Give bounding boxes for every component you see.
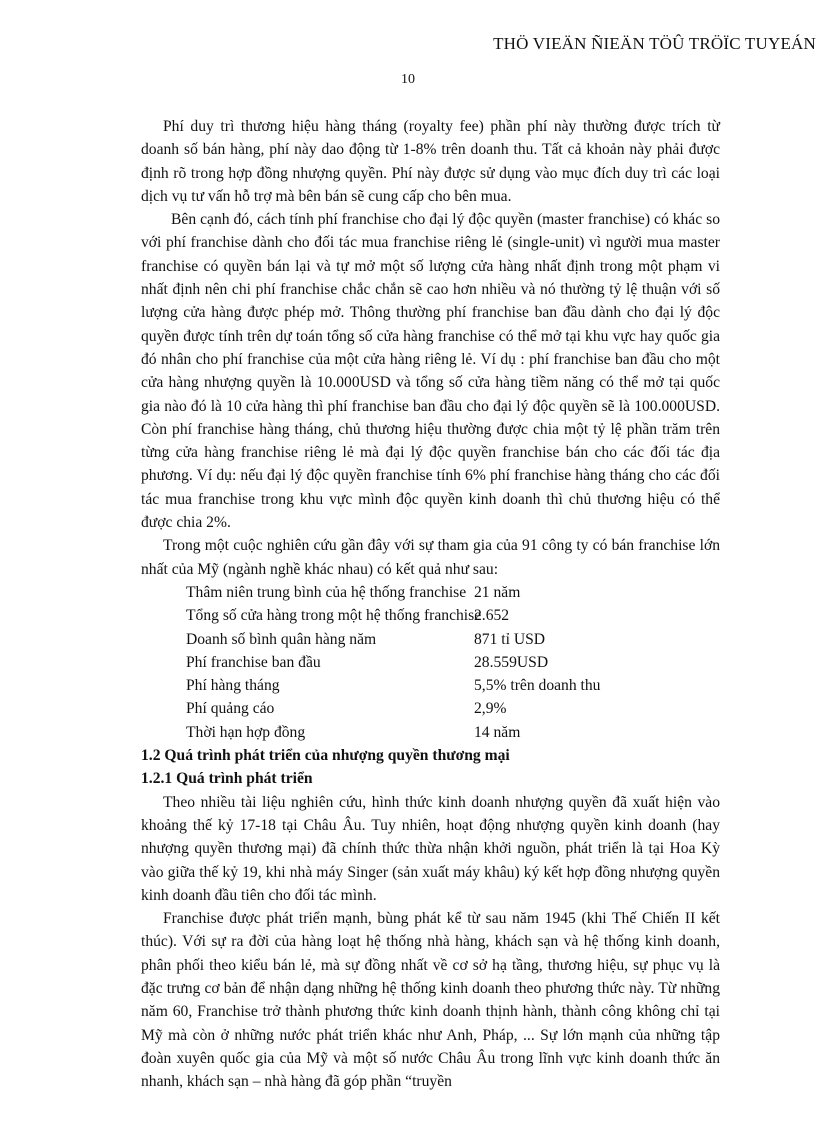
stats-row: [141, 697, 720, 720]
stats-row: [141, 674, 720, 697]
page-header: THÖ VIEÄN ÑIEÄN TÖÛ TRÖÏC TUYEÁN: [493, 34, 816, 53]
stats-row: [141, 651, 720, 674]
stats-value: 871 tỉ USD: [474, 630, 546, 648]
paragraph-history: Theo nhiều tài liệu nghiên cứu, hình thức kinh doanh nhượng quyền đã xuất hiện vào khoảng thế kỷ 17-18 tại Châu Âu. Tuy nhiên, hoạt động nhượng quyền kinh doanh (hay nhượng quyền thương mại) đã chính thức thừa nhận khởi nguồn, phát triển là tại Hoa Kỳ vào giữa thế kỷ 19, khi nhà máy Singer (sản xuất máy khâu) ký kết hợp đồng nhượng quyền kinh doanh đầu tiên cho đối tác mình.: [141, 793, 720, 904]
subsection-heading: 1.2.1 Quá trình phát triển: [141, 770, 313, 788]
stats-label: Tổng số cửa hàng trong một hệ thống franchise: [186, 607, 482, 625]
stats-label: Phí hàng tháng: [186, 677, 280, 695]
stats-value: 21 năm: [474, 583, 521, 601]
stats-value: 28.559USD: [474, 653, 549, 671]
survey-stats-list: [141, 581, 720, 744]
stats-label: Phí franchise ban đầu: [186, 653, 321, 671]
stats-row: [141, 628, 720, 651]
stats-value: 5,5% trên doanh thu: [474, 677, 601, 695]
stats-label: Thời hạn hợp đồng: [186, 723, 306, 741]
stats-row: [141, 721, 720, 744]
stats-row: [141, 604, 720, 627]
page-body: [141, 115, 720, 1093]
stats-label: Doanh số bình quân hàng năm: [186, 630, 377, 648]
paragraph-survey-intro: Trong một cuộc nghiên cứu gần đây với sự tham gia của 91 công ty có bán franchise lớn nhất của Mỹ (ngành nghề khác nhau) có kết quả như sau:: [141, 537, 720, 578]
page-number: 10: [401, 72, 415, 87]
stats-row: [141, 581, 720, 604]
stats-label: Phí quảng cáo: [186, 700, 275, 718]
paragraph-development: Franchise được phát triển mạnh, bùng phát kể từ sau năm 1945 (khi Thế Chiến II kết thúc). Với sự ra đời của hàng loạt hệ thống nhà hàng, khách sạn và hệ thống kinh doanh, phân phối theo kiểu bán lẻ, mà sự đồng nhất về cơ sở hạ tầng, thương hiệu, sự phục vụ là đặc trưng cơ bản để nhận dạng những hệ thống kinh doanh theo phương thức này. Từ những năm 60, Franchise trở thành phương thức kinh doanh thịnh hành, thành công không chỉ tại Mỹ mà còn ở những nước phát triển khác như Anh, Pháp, ... Sự lớn mạnh của những tập đoàn xuyên quốc gia của Mỹ và một số nước Châu Âu trong lĩnh vực kinh doanh thức ăn nhanh, khách sạn – nhà hàng đã góp phần “truyền: [141, 910, 720, 1091]
stats-value: 2,9%: [474, 700, 507, 718]
paragraph-master-franchise: Bên cạnh đó, cách tính phí franchise cho đại lý độc quyền (master franchise) có khác so với phí franchise dành cho đối tác mua franchise riêng lẻ (single-unit) vì người mua master franchise có quyền bán lại và tự mở một số lượng cửa hàng nhất định trong một phạm vi nhất định nên chi phí franchise chắc chắn sẽ cao hơn nhiều và nó thường tỷ lệ thuận với số lượng cửa hàng được phép mở. Thông thường phí franchise ban đầu dành cho đại lý độc quyền được tính trên dự toán tổng số cửa hàng franchise có thể mở tại khu vực hay quốc gia đó nhân cho phí franchise của một cửa hàng riêng lẻ. Ví dụ : phí franchise ban đầu cho một cửa hàng nhượng quyền là 10.000USD và tổng số cửa hàng tiềm năng có thể mở tại quốc gia nào đó là 10 cửa hàng thì phí franchise ban đầu cho đại lý độc quyền sẽ là 100.000USD. Còn phí franchise hàng tháng, chủ thương hiệu thường được chia một tỷ lệ phần trăm trên từng cửa hàng franchise riêng lẻ mà đại lý độc quyền franchise bán cho các đối tác địa phương. Ví dụ: nếu đại lý độc quyền franchise tính 6% phí franchise hàng tháng cho các đối tác mua franchise trong khu vực mình độc quyền kinh doanh thì chủ thương hiệu có thể được chia 2%.: [141, 211, 720, 532]
section-heading: 1.2 Quá trình phát triển của nhượng quyền thương mại: [141, 747, 510, 765]
stats-value: 2.652: [474, 607, 510, 625]
stats-value: 14 năm: [474, 723, 521, 741]
paragraph-royalty-fee: Phí duy trì thương hiệu hàng tháng (royalty fee) phần phí này thường được trích từ doanh số bán hàng, phí này dao động từ 1-8% trên doanh thu. Tất cả khoản này phải được định rõ trong hợp đồng nhượng quyền. Phí này được sử dụng vào mục đích duy trì các loại dịch vụ tư vấn hỗ trợ mà bên bán sẽ cung cấp cho bên mua.: [141, 118, 720, 205]
stats-label: Thâm niên trung bình của hệ thống franchise: [186, 583, 467, 601]
